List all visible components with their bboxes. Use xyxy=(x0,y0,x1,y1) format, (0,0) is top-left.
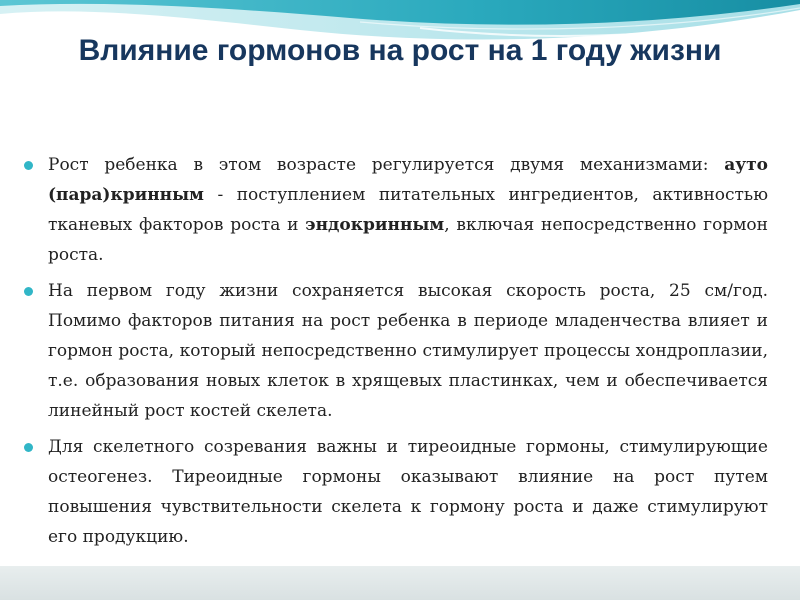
bullet-bold-term: эндокринным xyxy=(305,215,445,235)
bullet-text: - поступлением питательных ингредиентов, активностью тканевых факторов роста и xyxy=(48,185,768,235)
bullet-list xyxy=(22,150,768,558)
bullet-item xyxy=(22,150,768,270)
bottom-band xyxy=(0,566,800,600)
bullet-text: Для скелетного созревания важны и тиреоидные гормоны, стимулирующие остеогенез. Тиреоидные гормоны оказывают влияние на рост путем повышения чувствительности скелета к гормону роста и даже стимулируют его продукцию. xyxy=(48,437,768,547)
bullet-item xyxy=(22,276,768,426)
bullet-bold-term: ауто (пара)кринным xyxy=(48,155,768,205)
bullet-text: На первом году жизни сохраняется высокая скорость роста, 25 см/год. Помимо факторов питания на рост ребенка в периоде младенчества влияет и гормон роста, который непосредственно стимулирует процессы хондроплазии, т.е. образования новых клеток в хрящевых пластинках, чем и обеспечивается линейный рост костей скелета. xyxy=(48,281,768,421)
bullet-text: , включая непосредственно гормон роста. xyxy=(48,215,768,265)
bullet-dot-icon xyxy=(24,161,33,170)
bullet-dot-icon xyxy=(24,443,33,452)
bullet-item xyxy=(22,432,768,552)
slide-title: Влияние гормонов на рост на 1 году жизни xyxy=(78,34,722,67)
bullet-dot-icon xyxy=(24,287,33,296)
bullet-text: Рост ребенка в этом возрасте регулируется двумя механизмами: xyxy=(48,155,725,175)
